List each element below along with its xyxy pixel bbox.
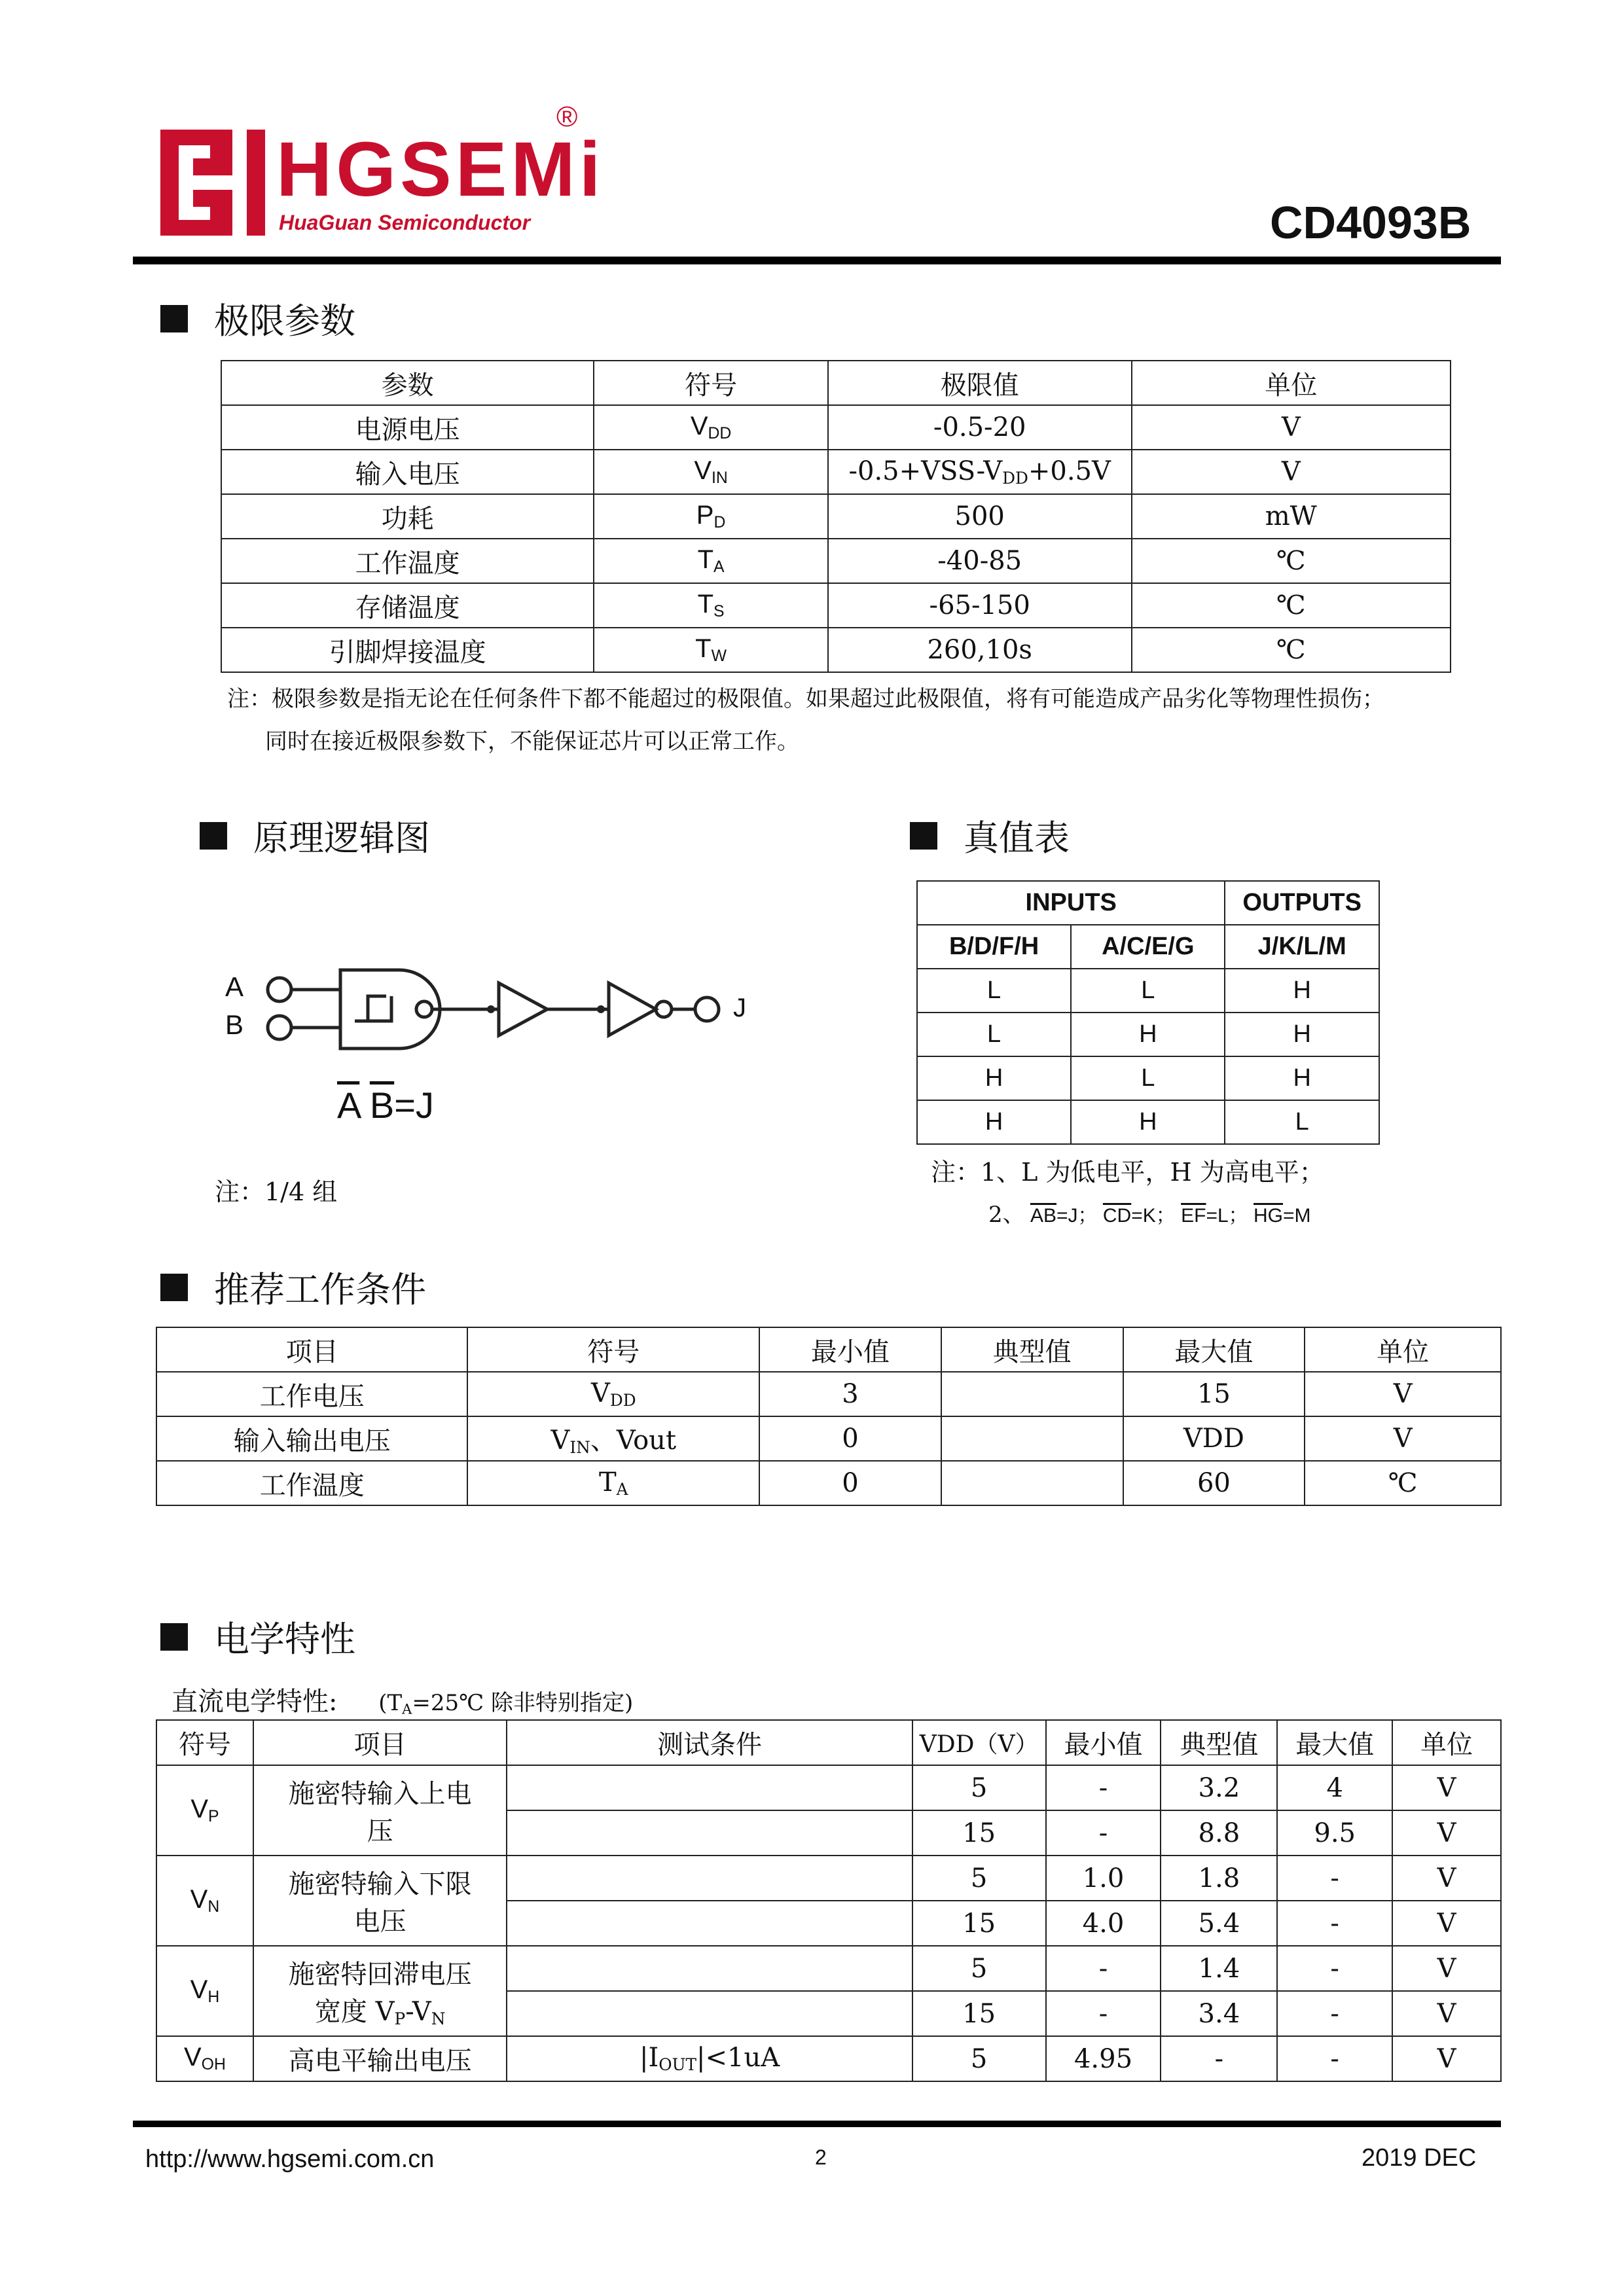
recommended-table — [156, 1327, 1502, 1506]
table-row: L L H — [917, 969, 1379, 1013]
page-number: 2 — [815, 2145, 827, 2169]
col-header: 极限值 — [828, 361, 1132, 405]
logo-subtitle: HuaGuan Semiconductor — [279, 211, 531, 234]
electrical-subtitle: 直流电学特性: ($T_A=25℃$ 除非特别指定) — [171, 1687, 634, 1717]
output-label-j: J — [733, 994, 746, 1022]
header-rule — [133, 257, 1501, 264]
truth-heading: 真值表 — [910, 810, 1070, 861]
table-row: 引脚焊接温度 $T_W$ 260,10s ℃ — [221, 628, 1451, 672]
part-number: CD4093B — [1270, 197, 1471, 248]
table-row: 输入电压 $V_{IN}$ $-0.5+VSS-V_{DD}+0.5V$ V — [221, 450, 1451, 494]
electrical-table — [156, 1719, 1502, 2082]
logic-heading: 原理逻辑图 — [200, 810, 430, 861]
table-row: 功耗 $P_D$ 500 mW — [221, 494, 1451, 539]
table-row: 工作电压 $V_{DD}$ 3 15 V — [156, 1372, 1501, 1416]
footer-rule — [133, 2121, 1501, 2127]
table-row: 工作温度 $T_A$ 0 60 ℃ — [156, 1461, 1501, 1505]
table-header-row — [221, 361, 1451, 405]
table-row: $V_P$ 施密特输入上电 压 5 - 3.2 4 V — [156, 1765, 1501, 1810]
bullet-square-icon — [160, 305, 188, 332]
table-header-row: 项目 符号 最小值 典型值 最大值 单位 — [156, 1327, 1501, 1372]
table-row: $V_N$ 施密特输入下限 电压 5 1.0 1.8 - V — [156, 1856, 1501, 1901]
table-row: $V_H$ 施密特回滞电压 宽度 $V_P-V_N$ 5 - 1.4 - V — [156, 1946, 1501, 1991]
logic-diagram — [216, 956, 779, 1139]
table-header-row: INPUTS OUTPUTS — [917, 881, 1379, 925]
logo — [157, 98, 605, 239]
table-header-row: 符号 项目 测试条件 VDD（V） 最小值 典型值 最大值 单位 — [156, 1720, 1501, 1765]
footer-url[interactable]: http://www.hgsemi.com.cn — [145, 2145, 435, 2173]
table-row: 输入输出电压 $V_{IN}$、Vout 0 VDD V — [156, 1416, 1501, 1461]
logo-registered-mark: ® — [556, 101, 578, 133]
truth-note-1: 注：1、L 为低电平，H 为高电平； — [931, 1158, 1324, 1187]
col-header: 符号 — [594, 361, 828, 405]
abs-max-table — [221, 360, 1451, 673]
nand-schmitt-diagram-icon — [216, 956, 779, 1139]
abs-max-note-2: 同时在接近极限参数下，不能保证芯片可以正常工作。 — [265, 728, 799, 755]
input-label-b: B — [225, 1009, 244, 1040]
table-row: 15 - 8.8 9.5 V — [156, 1810, 1501, 1856]
table-row: 电源电压 $V_{DD}$ -0.5-20 V — [221, 405, 1451, 450]
table-header-row: B/D/F/H A/C/E/G J/K/L/M — [917, 925, 1379, 969]
bullet-square-icon — [910, 822, 937, 850]
logic-equation: $\overline{A}$ $\overline{B}=J$ — [337, 1085, 434, 1126]
table-row: H H L — [917, 1100, 1379, 1144]
truth-note-2: 2、 $\overline{AB}=J$； $\overline{CD}=K$； $\overline{EF}=L$； $\overline{HG}=M$ — [988, 1202, 1311, 1228]
col-header: 参数 — [221, 361, 594, 405]
truth-table — [916, 880, 1380, 1145]
recommended-heading: 推荐工作条件 — [160, 1262, 426, 1312]
bullet-square-icon — [160, 1623, 188, 1651]
input-label-a: A — [225, 971, 244, 1002]
table-row: $V_{OH}$ 高电平输出电压 $|I_{OUT}|<1uA$ 5 4.95 - - V — [156, 2036, 1501, 2081]
table-row: H L H — [917, 1056, 1379, 1100]
footer-date: 2019 DEC — [1362, 2144, 1477, 2172]
bullet-square-icon — [160, 1274, 188, 1301]
table-row: L H H — [917, 1013, 1379, 1056]
table-row: 工作温度 $T_A$ -40-85 ℃ — [221, 539, 1451, 583]
bullet-square-icon — [200, 822, 227, 850]
abs-max-note-1: 注：极限参数是指无论在任何条件下都不能超过的极限值。如果超过此极限值，将有可能造成产品劣化等物理性损伤； — [227, 686, 1384, 712]
electrical-heading: 电学特性 — [160, 1611, 355, 1662]
table-row: 15 - 3.4 - V — [156, 1991, 1501, 2036]
abs-max-heading: 极限参数 — [160, 293, 355, 344]
logo-mark-icon — [160, 130, 265, 236]
logic-note: 注：1/4 组 — [215, 1177, 338, 1206]
table-row: 存储温度 $T_S$ -65-150 ℃ — [221, 583, 1451, 628]
table-row: 15 4.0 5.4 - V — [156, 1901, 1501, 1946]
col-header: 单位 — [1132, 361, 1451, 405]
logo-text: HGSEMi — [276, 126, 605, 213]
